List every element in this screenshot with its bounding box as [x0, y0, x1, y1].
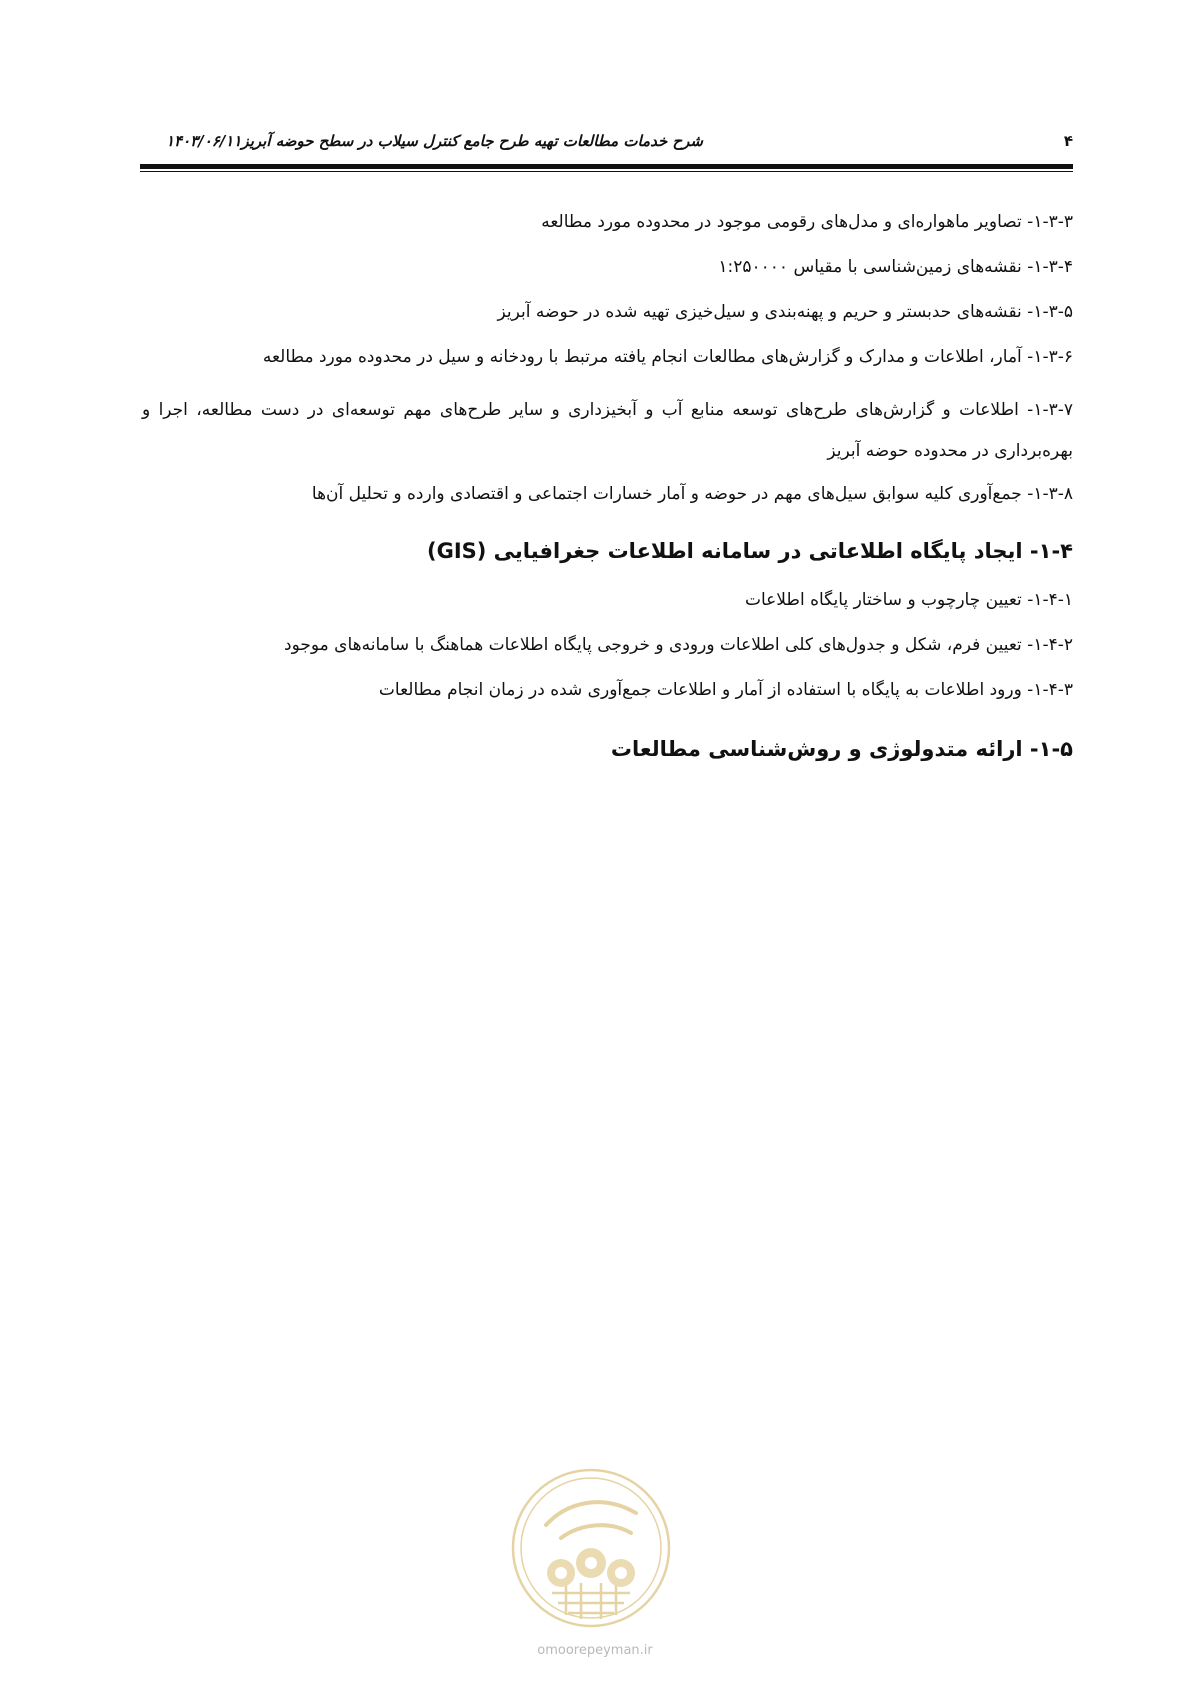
- header-date: ۱۴۰۳/۰۶/۱۱: [166, 132, 242, 150]
- watermark-stamp-logo: [506, 1463, 676, 1633]
- header-rule-thin: [140, 171, 1073, 172]
- running-title: [140, 132, 703, 150]
- list-item: ۱-۴-۱- تعیین چارچوب و ساختار پایگاه اطلاعات: [744, 590, 1073, 610]
- list-item: ۱-۳-۸- جمع‌آوری کلیه سوابق سیل‌های مهم در حوضه و آمار خسارات اجتماعی و اقتصادی وارده و تحلیل آن‌ها: [311, 484, 1073, 504]
- list-item: ۱-۳-۳- تصاویر ماهواره‌ای و مدل‌های رقومی موجود در محدوده مورد مطالعه: [541, 212, 1073, 232]
- watermark-url: omoorepeyman.ir: [537, 1643, 653, 1658]
- document-body: [142, 210, 1073, 764]
- section-heading-gis: ۱-۴- ایجاد پایگاه اطلاعاتی در سامانه اطلاعات جغرافیایی (GIS): [426, 539, 1073, 563]
- section-heading-methodology: ۱-۵- ارائه متدولوژی و روش‌شناسی مطالعات: [610, 737, 1073, 761]
- list-item: ۱-۳-۴- نقشه‌های زمین‌شناسی با مقیاس ۱:۲۵۰۰۰۰: [718, 257, 1073, 277]
- list-item: ۱-۴-۲- تعیین فرم، شکل و جدول‌های کلی اطلاعات ورودی و خروجی پایگاه اطلاعات هماهنگ با سامانه‌های موجود: [284, 635, 1073, 655]
- stamp-seal-icon: [506, 1463, 676, 1633]
- list-item: ۱-۳-۷- اطلاعات و گزارش‌های طرح‌های توسعه منابع آب و آبخیزداری و سایر طرح‌های مهم توسعه‌ای در دست مطالعه، اجرا و بهره‌برداری در محدوده حوضه آبریز: [142, 400, 1073, 461]
- list-item: ۱-۳-۶- آمار، اطلاعات و مدارک و گزارش‌های مطالعات انجام یافته مرتبط با رودخانه و سیل در محدوده مورد مطالعه: [262, 347, 1073, 367]
- running-title-text: شرح خدمات مطالعات تهیه طرح جامع کنترل سیلاب در سطح حوضه آبریز: [241, 132, 703, 150]
- page-number: ۴: [1063, 132, 1073, 150]
- page-header: [140, 128, 1073, 156]
- list-item: ۱-۴-۳- ورود اطلاعات به پایگاه با استفاده از آمار و اطلاعات جمع‌آوری شده در زمان انجام مطالعات: [378, 680, 1073, 700]
- header-rule-thick: [140, 164, 1073, 169]
- list-item: ۱-۳-۵- نقشه‌های حدبستر و حریم و پهنه‌بندی و سیل‌خیزی تهیه شده در حوضه آبریز: [497, 302, 1073, 322]
